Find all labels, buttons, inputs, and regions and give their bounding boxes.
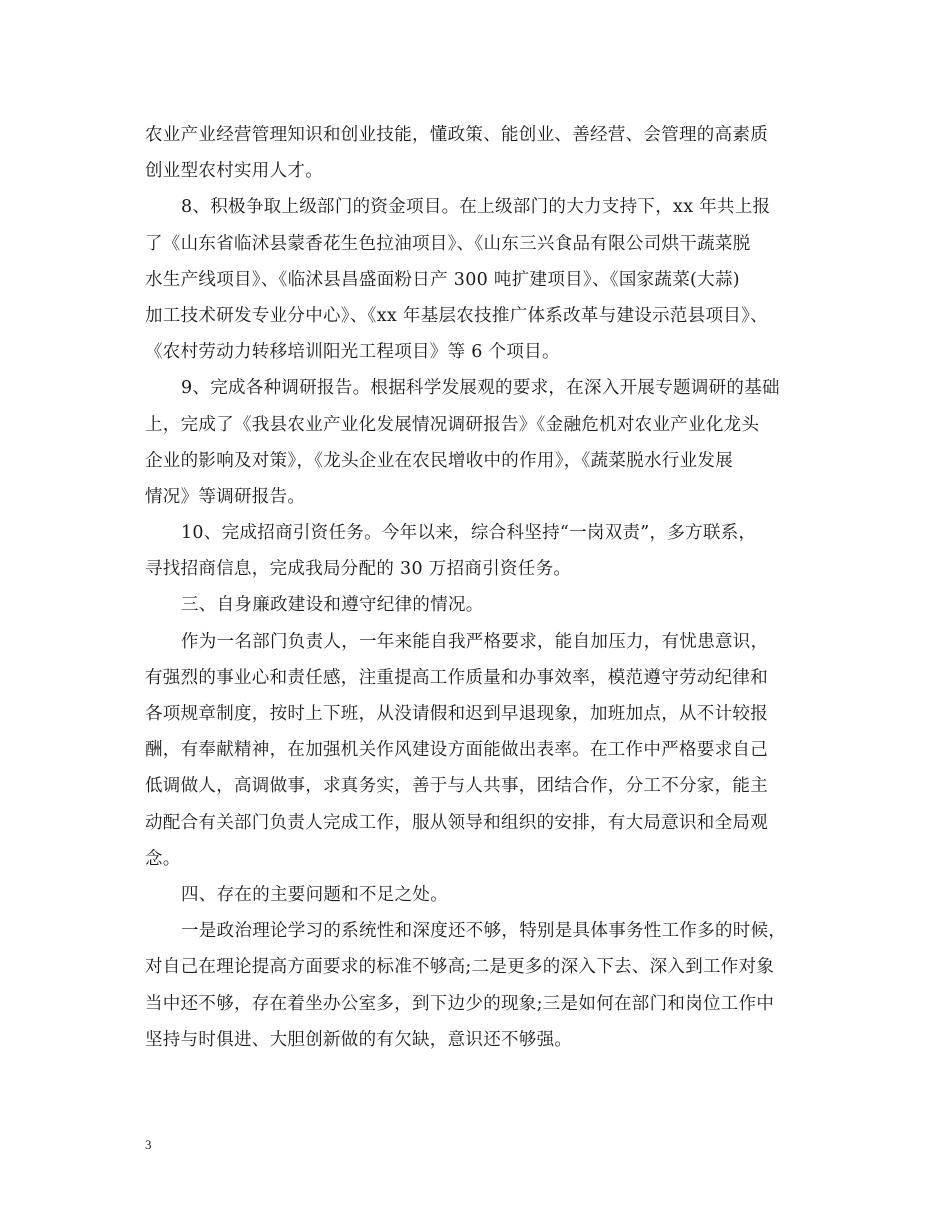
text-line: 一是政治理论学习的系统性和深度还不够，特别是具体事务性工作多的时候， [181, 921, 787, 942]
page-number: 3 [145, 1137, 152, 1152]
text-line: 各项规章制度，按时上下班，从没请假和迟到早退现象，加班加点，从不计较报 [145, 704, 768, 724]
text-line: 四、存在的主要问题和不足之处。 [181, 884, 448, 905]
text-line: 了《山东省临沭县蒙香花生色拉油项目》、《山东三兴食品有限公司烘干蔬菜脱 [145, 233, 751, 254]
text-line: 三、自身廉政建设和遵守纪律的情况。 [181, 595, 484, 616]
text-line: 水生产线项目》、《临沭县昌盛面粉日产 300 吨扩建项目》、《国家蔬菜(大蒜) [145, 269, 740, 290]
text-line: 坚持与时俱进、大胆创新做的有欠缺，意识还不够强。 [145, 1029, 573, 1050]
text-line: 寻找招商信息，完成我局分配的 30 万招商引资任务。 [145, 559, 572, 580]
text-line: 加工技术研发专业分中心》、《xx 年基层农技推广体系改革与建设示范县项目》、 [145, 305, 768, 326]
text-line: 念。 [145, 848, 181, 869]
text-line: 农业产业经营管理知识和创业技能，懂政策、能创业、善经营、会管理的高素质 [145, 125, 768, 145]
text-line: 低调做人，高调做事，求真务实，善于与人共事，团结合作，分工不分家，能主 [145, 776, 768, 797]
text-line: 上，完成了《我县农业产业化发展情况调研报告》《金融危机对农业产业化龙头 [145, 414, 760, 435]
text-line: 企业的影响及对策》，《龙头企业在农民增收中的作用》，《蔬菜脱水行业发展 [145, 450, 733, 471]
text-line: 酬，有奉献精神，在加强机关作风建设方面能做出表率。在工作中严格要求自己 [145, 740, 768, 761]
text-line: 《农村劳动力转移培训阳光工程项目》等 6 个项目。 [145, 342, 560, 363]
text-line: 有强烈的事业心和责任感，注重提高工作质量和办事效率，模范遵守劳动纪律和 [145, 667, 768, 688]
text-line: 动配合有关部门负责人完成工作，服从领导和组织的安排，有大局意识和全局观 [145, 812, 768, 833]
text-line: 创业型农村实用人才。 [145, 161, 323, 182]
text-line: 8、积极争取上级部门的资金项目。在上级部门的大力支持下，xx 年共上报 [181, 197, 771, 218]
text-line: 10、完成招商引资任务。今年以来，综合科坚持“一岗双责”，多方联系， [181, 523, 757, 544]
text-line: 当中还不够，存在着坐办公室多，到下边少的现象;三是如何在部门和岗位工作中 [145, 993, 775, 1014]
text-line: 9、完成各种调研报告。根据科学发展观的要求，在深入开展专题调研的基础 [181, 378, 780, 399]
text-line: 对自己在理论提高方面要求的标准不够高;二是更多的深入下去、深入到工作对象 [145, 957, 775, 978]
text-line: 情况》等调研报告。 [145, 486, 306, 507]
body-text [145, 117, 825, 1058]
text-line: 作为一名部门负责人，一年来能自我严格要求，能自加压力，有忧患意识， [181, 631, 769, 652]
